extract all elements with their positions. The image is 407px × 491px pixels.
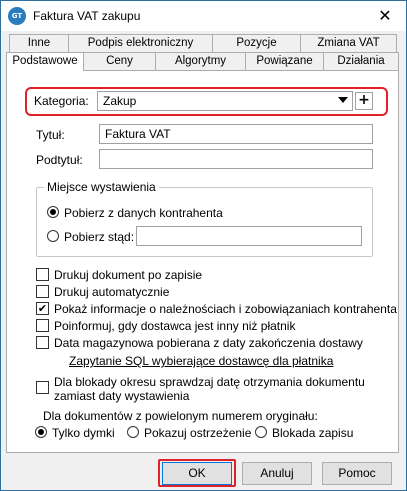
plus-icon: +	[358, 92, 370, 108]
checkbox-drukuj-po-zapisie[interactable]	[36, 268, 49, 281]
tab-zmiana-vat[interactable]: Zmiana VAT	[300, 34, 397, 52]
ok-button-highlight	[158, 459, 236, 487]
kategoria-label: Kategoria:	[34, 94, 89, 108]
radio-pobierz-stad-label: Pobierz stąd:	[64, 230, 135, 244]
checkbox-drukuj-automatycznie[interactable]	[36, 285, 49, 298]
tab-ceny[interactable]: Ceny	[83, 52, 156, 70]
pobierz-stad-input[interactable]	[136, 226, 362, 246]
checkbox-data-magazynowa[interactable]	[36, 336, 49, 349]
duplicates-label: Dla dokumentów z powielonym numerem oryginału:	[43, 409, 318, 423]
tab-pozycje[interactable]: Pozycje	[212, 34, 301, 52]
add-kategoria-button[interactable]	[355, 92, 373, 110]
radio-blokada-zapisu-label: Blokada zapisu	[272, 426, 354, 440]
kategoria-value: Zakup	[103, 94, 137, 108]
radio-pobierz-z-kontrahenta[interactable]	[47, 206, 59, 218]
podtytul-label: Podtytuł:	[36, 153, 83, 167]
tab-podpis-elektroniczny[interactable]: Podpis elektroniczny	[68, 34, 213, 52]
tab-podstawowe[interactable]: Podstawowe	[6, 52, 84, 71]
podtytul-input[interactable]	[99, 149, 373, 169]
radio-pobierz-z-kontrahenta-label: Pobierz z danych kontrahenta	[64, 206, 223, 220]
checkbox-blokada-okresu-label-line2: zamiast daty wystawienia	[54, 389, 190, 403]
checkbox-blokada-okresu[interactable]	[36, 381, 49, 394]
checkbox-pokaz-informacje-label: Pokaż informacje o należnościach i zobowiązaniach kontrahenta	[54, 302, 397, 316]
radio-pokazuj-ostrzezenie-label: Pokazuj ostrzeżenie	[144, 426, 252, 440]
kategoria-combobox[interactable]	[97, 91, 353, 111]
radio-pokazuj-ostrzezenie[interactable]	[127, 426, 139, 438]
tab-powiazane[interactable]: Powiązane	[245, 52, 324, 70]
title-bar[interactable]	[1, 1, 406, 31]
tytul-input[interactable]: Faktura VAT	[99, 124, 373, 144]
checkbox-drukuj-automatycznie-label: Drukuj automatycznie	[54, 285, 170, 299]
radio-tylko-dymki-label: Tylko dymki	[52, 426, 115, 440]
checkbox-data-magazynowa-label: Data magazynowa pobierana z daty zakończenia dostawy	[54, 336, 363, 350]
checkbox-poinformuj-dostawca-label: Poinformuj, gdy dostawca jest inny niż płatnik	[54, 319, 296, 333]
radio-tylko-dymki[interactable]	[35, 426, 47, 438]
tab-dzialania[interactable]: Działania	[323, 52, 399, 70]
radio-pobierz-stad[interactable]	[47, 230, 59, 242]
ok-button[interactable]: OK	[162, 462, 232, 485]
help-button[interactable]: Pomoc	[322, 462, 392, 485]
radio-blokada-zapisu[interactable]	[255, 426, 267, 438]
app-icon: GT	[8, 7, 26, 25]
tytul-label: Tytuł:	[36, 128, 65, 142]
checkbox-pokaz-informacje[interactable]	[36, 302, 49, 315]
miejsce-groupbox	[36, 187, 373, 257]
chevron-down-icon[interactable]	[338, 97, 348, 103]
window-title: Faktura VAT zakupu	[33, 9, 141, 23]
tab-algorytmy[interactable]: Algorytmy	[155, 52, 246, 70]
miejsce-legend: Miejsce wystawienia	[44, 180, 159, 194]
checkmark-icon: ✔	[37, 302, 48, 315]
tab-inne[interactable]: Inne	[9, 34, 69, 52]
checkbox-drukuj-po-zapisie-label: Drukuj dokument po zapisie	[54, 268, 203, 282]
sql-dostawca-link[interactable]: Zapytanie SQL wybierające dostawcę dla płatnika	[69, 354, 334, 368]
checkbox-blokada-okresu-label-line1: Dla blokady okresu sprawdzaj datę otrzymania dokumentu	[54, 375, 365, 389]
checkbox-poinformuj-dostawca[interactable]	[36, 319, 49, 332]
close-icon[interactable]: ✕	[378, 6, 392, 25]
cancel-button[interactable]: Anuluj	[242, 462, 312, 485]
